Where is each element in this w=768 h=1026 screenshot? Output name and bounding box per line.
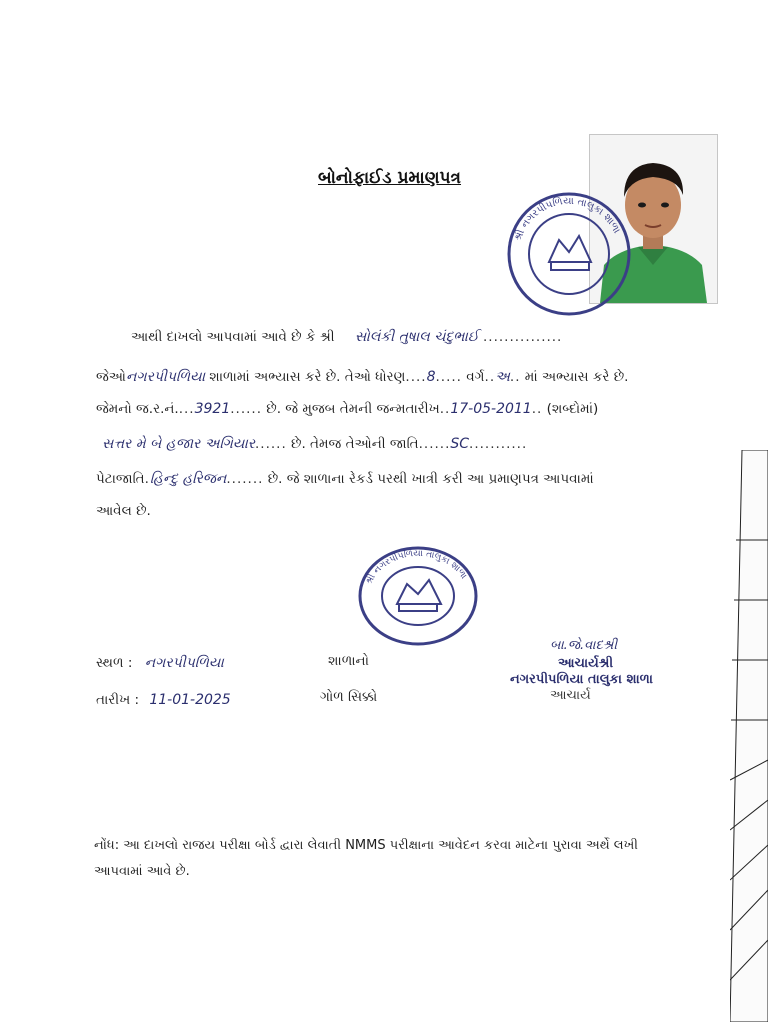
line2-class-label: વર્ગ xyxy=(466,369,485,385)
student-name: સોલંકી તુષાલ ચંદુભાઈ xyxy=(354,329,479,345)
birth-date: 17-05-2011 xyxy=(450,401,532,417)
principal-label: આચાર્ય xyxy=(550,688,591,703)
caste-value: SC xyxy=(450,436,470,452)
line5-suffix: છે. જે શાળાના રેકર્ડ પરથી ખાત્રી કરી આ પ્રમાણપત્ર આપવામાં xyxy=(267,471,594,487)
body-line-5: પેટાજાતિ.હિન્દુ હરિજન....... છે. જે શાળાના રેકર્ડ પરથી ખાત્રી કરી આ પ્રમાણપત્ર આપવામાં xyxy=(96,471,594,487)
line3-suffix: (શબ્દોમાં) xyxy=(546,401,599,417)
top-seal-text: શ્રી નગરપીપળિયા તાલુકા શાળા xyxy=(512,195,623,243)
body-line-1: આથી દાખલો આપવામાં આવે છે કે શ્રી સોલંકી તુષાલ ચંદુભાઈ ............... xyxy=(131,329,563,345)
date-row xyxy=(96,692,231,708)
date-label: તારીખ : xyxy=(96,692,140,708)
principal-title: આચાર્યશ્રી xyxy=(558,656,614,671)
certificate-title: બોનોફાઈડ પ્રમાણપત્ર xyxy=(318,168,462,188)
line2-mid: શાળામાં અભ્યાસ કરે છે. તેઓ ધોરણ xyxy=(209,369,406,385)
place-value: નગરપીપળિયા xyxy=(144,655,224,671)
body-line-2: જેઓનગરપીપળિયા શાળામાં અભ્યાસ કરે છે. તેઓ ધોરણ....8..... વર્ગ..અ.. માં અભ્યાસ કરે છે. xyxy=(96,369,629,385)
note-line-1: નોંધ: આ દાખલો રાજય પરીક્ષા બોર્ડ દ્વારા લેવાતી NMMS પરીક્ષાના આવેદન કરવા માટેના પુરાવા અર્થે લખી xyxy=(94,838,639,853)
line5-prefix: પેટાજાતિ xyxy=(96,471,145,487)
date-value: 11-01-2025 xyxy=(149,692,231,708)
principal-signature-block xyxy=(510,632,690,712)
school-seal-bottom xyxy=(357,546,479,646)
standard-value: 8 xyxy=(426,369,436,385)
register-number: 3921 xyxy=(194,401,231,417)
line4-mid: છે. તેમજ તેઓની જાતિ xyxy=(291,436,419,452)
school-full-name: નગરપીપળિયા તાલુકા શાળા xyxy=(510,672,653,687)
place-label: સ્થળ : xyxy=(96,655,133,671)
body-line-3: જેમનો જ.ર.નં....3921...... છે. જે મુજબ તેમની જન્મતારીખ..17-05-2011.. (શબ્દોમાં) xyxy=(96,401,599,417)
bottom-seal-text: શ્રી નગરપીપળિયા તાલુકા શાળા xyxy=(364,549,469,587)
school-seal-top xyxy=(505,190,633,318)
line1-prefix: આથી દાખલો આપવામાં આવે છે કે શ્રી xyxy=(131,329,335,345)
school-name-handwritten: નગરપીપળિયા xyxy=(125,369,205,385)
sub-caste-value: હિન્દુ હરિજન xyxy=(149,471,227,487)
line3-prefix: જેમનો જ.ર.નં. xyxy=(96,401,179,417)
place-row xyxy=(96,655,224,671)
seal-label-2: ગોળ સિક્કો xyxy=(320,689,378,705)
svg-text:શ્રી નગરપીપળિયા તાલુકા શાળા xyxy=(512,195,622,242)
note-line-2: આપવામાં આવે છે. xyxy=(94,864,190,879)
line2-suffix: માં અભ્યાસ કરે છે. xyxy=(524,369,629,385)
background-page-edge xyxy=(730,450,768,1022)
body-line-4: સત્તર મે બે હજાર અગિયાર...... છે. તેમજ તેઓની જાતિ......SC........... xyxy=(102,436,528,452)
division-value: અ xyxy=(495,369,510,385)
birth-date-words: સત્તર મે બે હજાર અગિયાર xyxy=(102,436,255,452)
line2-prefix: જેઓ xyxy=(96,369,126,385)
signature-handwriting: બા.જે.વાદશ્રી xyxy=(550,638,618,653)
line3-mid: છે. જે મુજબ તેમની જન્મતારીખ xyxy=(266,401,440,417)
body-line-6: આવેલ છે. xyxy=(96,503,151,519)
seal-label-1: શાળાનો xyxy=(328,653,369,669)
